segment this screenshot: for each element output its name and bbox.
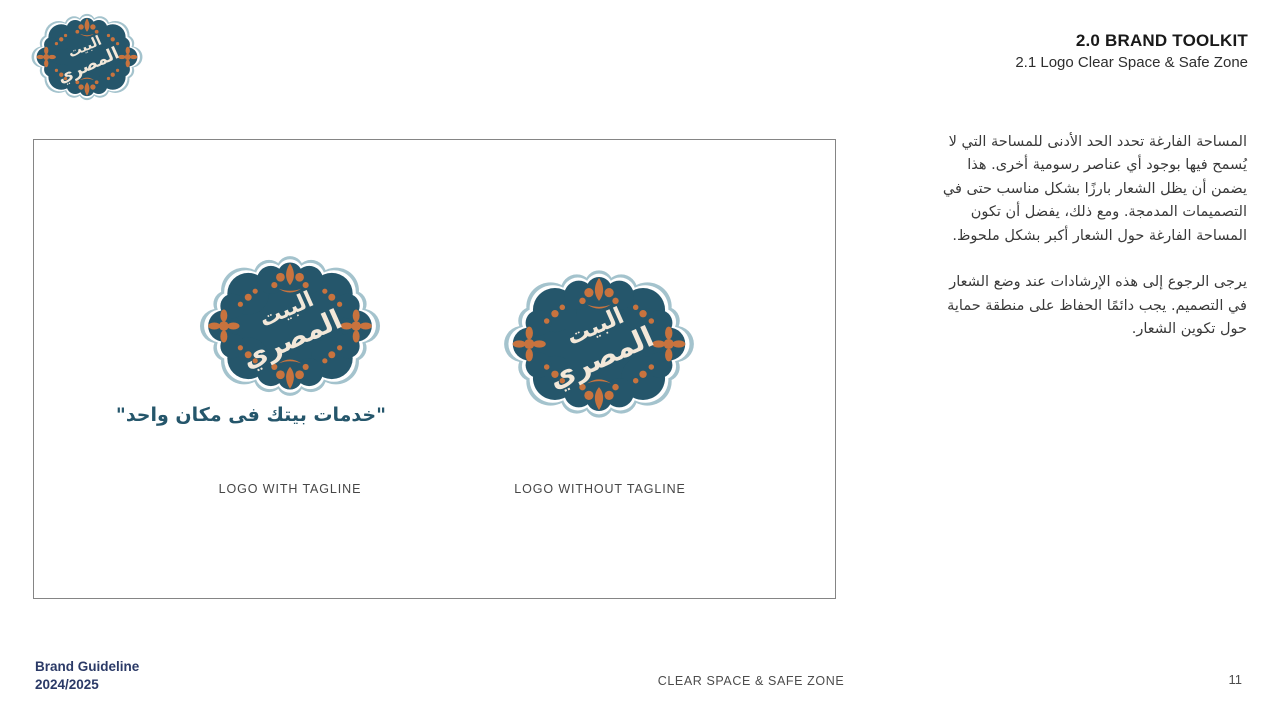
label-logo-without-tagline: LOGO WITHOUT TAGLINE — [514, 482, 686, 496]
footer-brand-guideline-line2: 2024/2025 — [35, 677, 99, 693]
clear-space-canvas — [33, 139, 836, 599]
brand-logo-badge-icon — [498, 266, 700, 422]
footer-brand-guideline — [35, 658, 139, 694]
logo-tagline: "خدمات بيتك فى مكان واحد" — [115, 404, 386, 426]
clear-space-description — [929, 131, 1247, 365]
description-paragraph-1: المساحة الفارغة تحدد الحد الأدنى للمساحة التي لا يُسمح فيها بوجود أي عناصر رسومية أخرى. هذا يضمن أن يظل الشعار بارزًا بشكل مناسب حتى في التصميمات المدمجة. ومع ذلك، يفضل أن تكون المساحة الفارغة حول الشعار أكبر بشكل ملحوظ. — [942, 134, 1247, 244]
page-number: 11 — [1228, 672, 1242, 687]
section-header — [1015, 31, 1248, 71]
section-subtitle: 2.1 Logo Clear Space & Safe Zone — [1015, 54, 1248, 71]
label-logo-with-tagline: LOGO WITH TAGLINE — [218, 482, 362, 496]
brand-logo-header — [28, 10, 146, 104]
footer-brand-guideline-line1: Brand Guideline — [35, 659, 140, 674]
description-paragraph-2: يرجى الرجوع إلى هذه الإرشادات عند وضع الشعار في التصميم. يجب دائمًا الحفاظ على منطقة حماية حول تكوين الشعار. — [947, 274, 1247, 338]
brand-logo-badge-icon — [194, 252, 386, 400]
logo-without-tagline-figure — [498, 266, 700, 422]
logo-with-tagline-figure — [115, 252, 386, 426]
section-title: 2.0 BRAND TOOLKIT — [1075, 31, 1248, 50]
footer-section-label: CLEAR SPACE & SAFE ZONE — [657, 674, 845, 688]
brand-logo-badge-icon — [28, 10, 146, 104]
